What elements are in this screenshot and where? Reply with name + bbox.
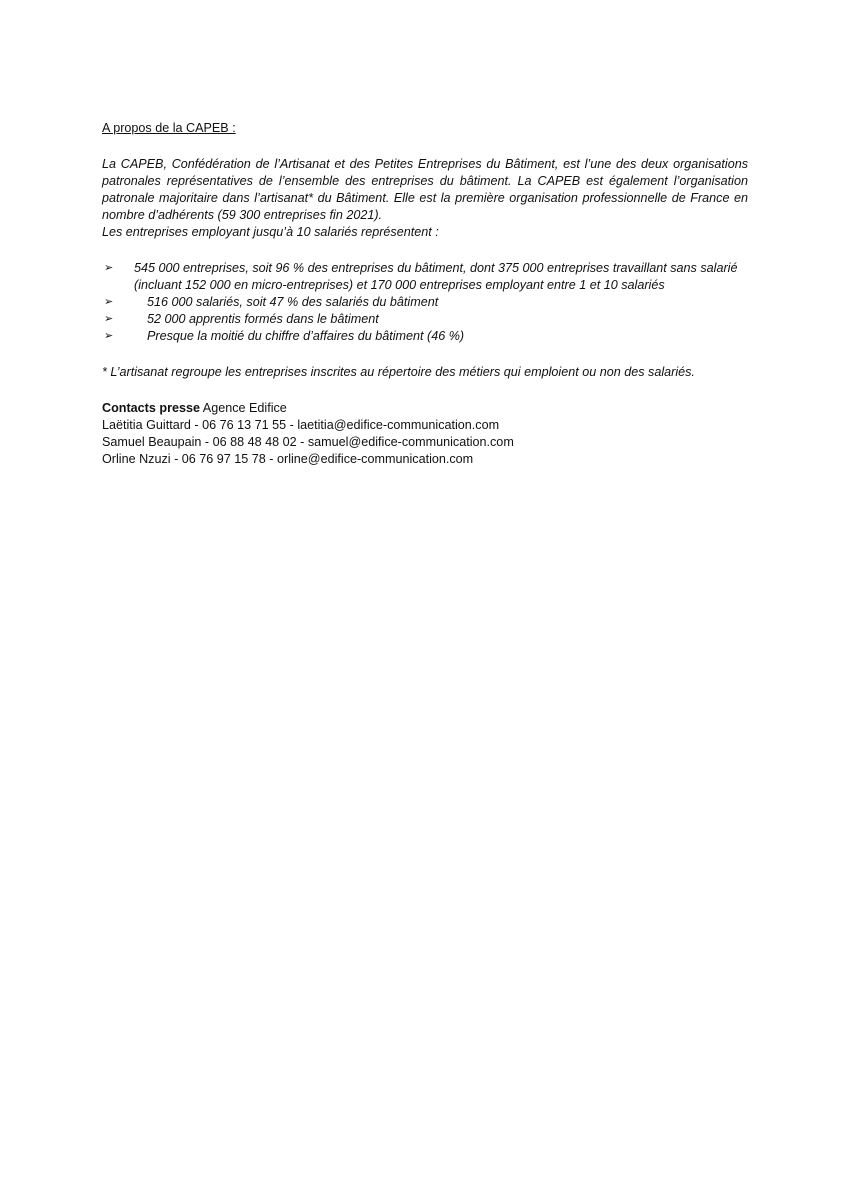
arrow-bullet-icon: ➢ bbox=[104, 313, 114, 325]
list-item-text: Presque la moitié du chiffre d’affaires du bâtiment (46 %) bbox=[147, 329, 465, 343]
list-item-text: 545 000 entreprises, soit 96 % des entreprises du bâtiment, dont 375 000 entreprises travaillant sans salarié (incluant 152 000 en micro-entreprises) et 170 000 entreprises employant entre 1 et 10 salariés bbox=[134, 261, 738, 292]
list-item bbox=[104, 294, 748, 311]
document-content bbox=[102, 120, 748, 468]
contacts-title-agency: Agence Edifice bbox=[200, 401, 287, 415]
contact-line: Orline Nzuzi - 06 76 97 15 78 - orline@edifice-communication.com bbox=[102, 452, 474, 466]
contacts-title bbox=[102, 400, 748, 417]
about-paragraph: La CAPEB, Confédération de l’Artisanat et des Petites Entreprises du Bâtiment, est l’une des deux organisations patronales représentatives de l’ensemble des entreprises du bâtiment. La CAPEB est également l’organisation patronale majoritaire dans l’artisanat* du Bâtiment. Elle est la première organisation professionnelle de France en nombre d’adhérents (59 300 entreprises fin 2021). bbox=[102, 157, 748, 222]
list-item bbox=[104, 260, 748, 294]
section-heading: A propos de la CAPEB : bbox=[102, 121, 236, 135]
list-item bbox=[104, 328, 748, 345]
bullets-intro: Les entreprises employant jusqu’à 10 salariés représentent : bbox=[102, 225, 439, 239]
contacts-title-bold: Contacts presse bbox=[102, 401, 200, 415]
list-item bbox=[104, 311, 748, 328]
contact-line: Samuel Beaupain - 06 88 48 48 02 - samuel@edifice-communication.com bbox=[102, 435, 514, 449]
footnote: * L’artisanat regroupe les entreprises inscrites au répertoire des métiers qui emploient ou non des salariés. bbox=[102, 365, 695, 379]
arrow-bullet-icon: ➢ bbox=[104, 296, 114, 308]
list-item-text: 516 000 salariés, soit 47 % des salariés du bâtiment bbox=[147, 295, 439, 309]
arrow-bullet-icon: ➢ bbox=[104, 262, 114, 274]
arrow-bullet-icon: ➢ bbox=[104, 330, 114, 342]
statistics-list bbox=[102, 260, 748, 345]
list-item-text: 52 000 apprentis formés dans le bâtiment bbox=[147, 312, 379, 326]
contact-line: Laëtitia Guittard - 06 76 13 71 55 - laetitia@edifice-communication.com bbox=[102, 418, 500, 432]
